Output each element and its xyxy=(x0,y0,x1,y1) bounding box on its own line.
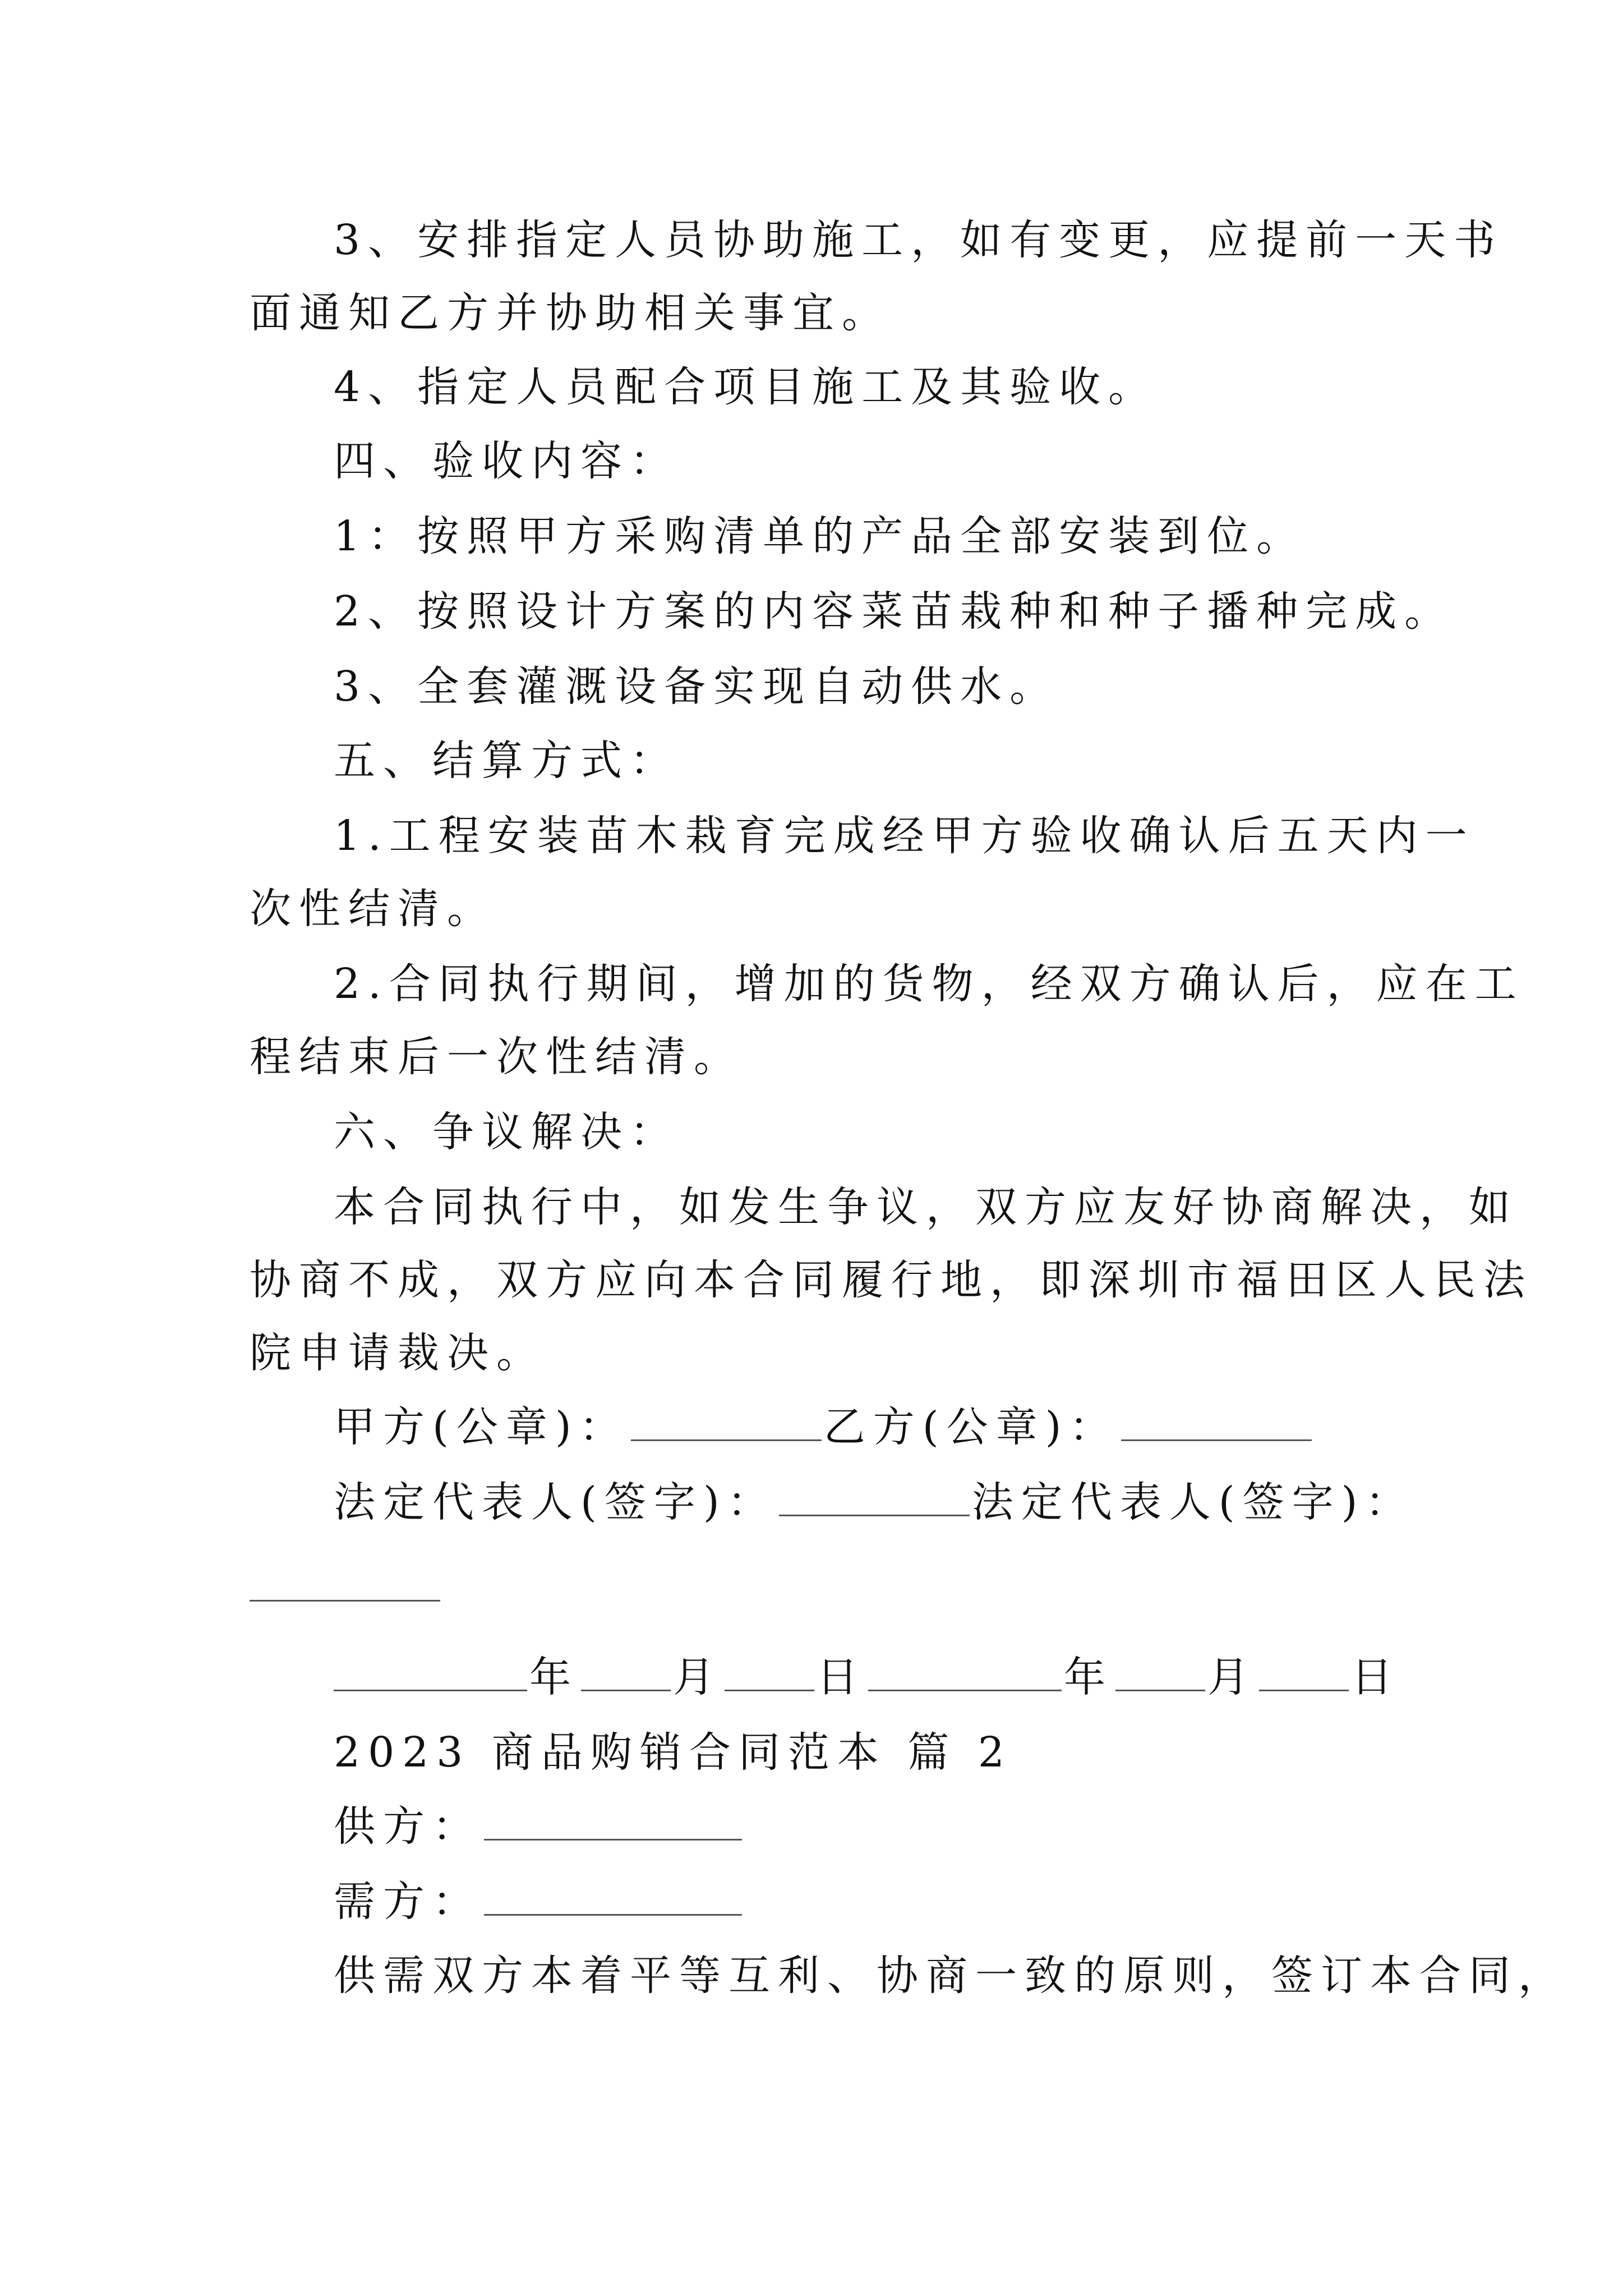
year-b-blank[interactable] xyxy=(868,1690,1062,1691)
year-a-blank[interactable] xyxy=(334,1690,527,1691)
party-b-seal-label: 乙方(公章)： xyxy=(823,1403,1119,1451)
section2-intro: 供需双方本着平等互利、协商一致的原则，签订本合同， xyxy=(334,1952,1567,2000)
seal-line xyxy=(334,1399,1314,1455)
paragraph-line-7: 3、全套灌溉设备实现自动供水。 xyxy=(334,662,1059,711)
paragraph-line-12: 程结束后一次性结清。 xyxy=(250,1033,743,1081)
date-line xyxy=(334,1649,1400,1705)
day-a-blank[interactable] xyxy=(725,1690,814,1691)
paragraph-line-3: 4、指定人员配合项目施工及其验收。 xyxy=(334,363,1158,411)
rep-a-label: 法定代表人(签字)： xyxy=(334,1478,777,1526)
buyer-label: 需方： xyxy=(334,1878,482,1926)
day-b-label: 日 xyxy=(1351,1653,1400,1701)
paragraph-line-15: 协商不成，双方应向本合同履行地，即深圳市福田区人民法 xyxy=(250,1256,1533,1304)
section-heading-dispute: 六、争议解决： xyxy=(334,1108,679,1156)
month-b-label: 月 xyxy=(1207,1653,1257,1701)
buyer-line xyxy=(334,1874,744,1930)
paragraph-line-10: 次性结清。 xyxy=(250,885,496,933)
paragraph-line-5: 1：按照甲方采购清单的产品全部安装到位。 xyxy=(334,512,1306,560)
section-heading-acceptance: 四、验收内容： xyxy=(334,437,679,485)
party-a-seal-label: 甲方(公章)： xyxy=(334,1403,629,1451)
rep-b-blank[interactable] xyxy=(250,1600,440,1602)
paragraph-line-9: 1.工程安装苗木栽育完成经甲方验收确认后五天内一 xyxy=(334,812,1475,860)
paragraph-line-6: 2、按照设计方案的内容菜苗栽种和种子播种完成。 xyxy=(334,587,1454,636)
supplier-blank[interactable] xyxy=(484,1839,742,1841)
representative-line xyxy=(334,1474,1415,1530)
buyer-blank[interactable] xyxy=(484,1914,742,1916)
rep-b-label: 法定代表人(签字)： xyxy=(971,1478,1415,1526)
paragraph-line-16: 院申请裁决。 xyxy=(250,1329,546,1377)
supplier-label: 供方： xyxy=(334,1802,482,1851)
month-a-label: 月 xyxy=(673,1653,722,1701)
paragraph-line-14: 本合同执行中，如发生争议，双方应友好协商解决，如 xyxy=(334,1183,1518,1231)
year-b-label: 年 xyxy=(1064,1653,1113,1701)
day-b-blank[interactable] xyxy=(1259,1690,1349,1691)
section-heading-settlement: 五、结算方式： xyxy=(334,737,679,785)
party-b-seal-blank[interactable] xyxy=(1121,1439,1312,1441)
month-b-blank[interactable] xyxy=(1115,1690,1205,1691)
paragraph-line-2: 面通知乙方并协助相关事宜。 xyxy=(250,289,891,337)
section2-title: 2023 商品购销合同范本 篇 2 xyxy=(334,1728,1012,1777)
rep-a-blank[interactable] xyxy=(779,1515,970,1516)
paragraph-line-11: 2.合同执行期间，增加的货物，经双方确认后，应在工 xyxy=(334,960,1524,1008)
supplier-line xyxy=(334,1798,744,1855)
month-a-blank[interactable] xyxy=(581,1690,671,1691)
party-a-seal-blank[interactable] xyxy=(631,1439,822,1441)
day-a-label: 日 xyxy=(817,1653,866,1701)
paragraph-line-1: 3、安排指定人员协助施工，如有变更，应提前一天书 xyxy=(334,216,1504,264)
year-a-label: 年 xyxy=(529,1653,579,1701)
